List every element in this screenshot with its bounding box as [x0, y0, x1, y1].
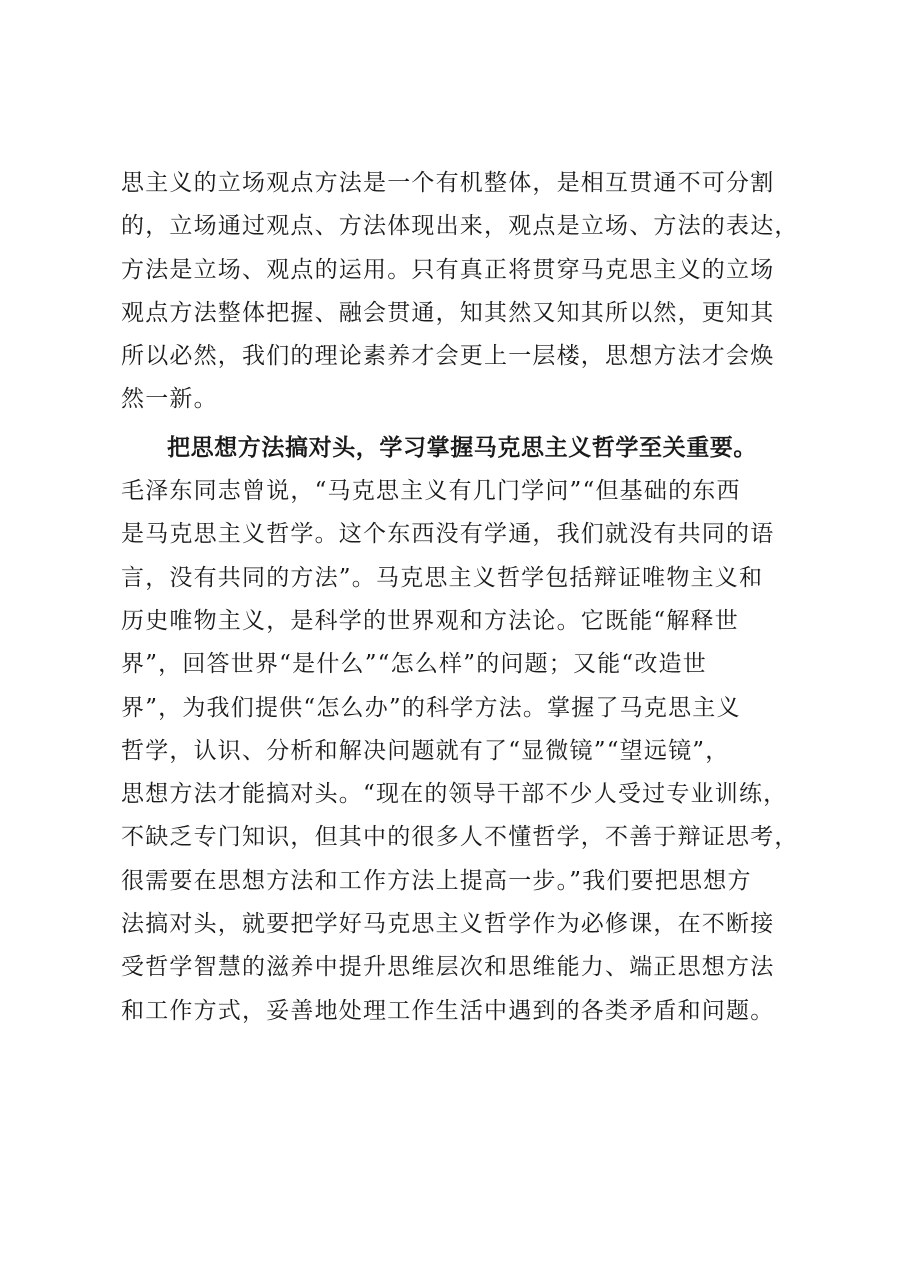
text-line: 界”，回答世界“是什么”“怎么样”的问题；又能“改造世: [121, 651, 707, 678]
text-line: 是马克思主义哲学。这个东西没有学通，我们就没有共同的语: [121, 521, 775, 548]
text-line: 界”，为我们提供“怎么办”的科学方法。掌握了马克思主义: [121, 694, 741, 721]
text-line: 所以必然，我们的理论素养才会更上一层楼，思想方法才会焕: [121, 343, 775, 370]
text-line: 思想方法才能搞对头。“现在的领导干部不少人受过专业训练，: [121, 781, 788, 808]
body-text: [121, 162, 799, 1033]
text-line: 哲学，认识、分析和解决问题就有了“显微镜”“望远镜”，: [121, 737, 730, 764]
paragraph-1: [121, 162, 799, 422]
text-line: 思主义的立场观点方法是一个有机整体，是相互贯通不可分割: [121, 170, 775, 196]
text-line: 观点方法整体把握、融会贯通，知其然又知其所以然，更知其: [121, 299, 775, 326]
text-line: 和工作方式，妥善地处理工作生活中遇到的各类矛盾和问题。: [121, 997, 775, 1024]
text-line: 不缺乏专门知识，但其中的很多人不懂哲学，不善于辩证思考，: [121, 824, 799, 851]
text-line: 受哲学智慧的滋养中提升思维层次和思维能力、端正思想方法: [121, 954, 775, 981]
text-line: 然一新。: [121, 386, 218, 413]
text-line: 毛泽东同志曾说，“马克思主义有几门学问”“但基础的东西: [121, 478, 741, 505]
paragraph-2: [121, 427, 799, 1033]
text-line: 方法是立场、观点的运用。只有真正将贯穿马克思主义的立场: [121, 256, 775, 283]
text-line: 言，没有共同的方法”。马克思主义哲学包括辩证唯物主义和: [121, 564, 764, 591]
text-line: 历史唯物主义，是科学的世界观和方法论。它既能“解释世: [121, 607, 739, 634]
text-line: 的，立场通过观点、方法体现出来，观点是立场、方法的表达，: [121, 213, 799, 240]
text-line: 法搞对头，就要把学好马克思主义哲学作为必修课，在不断接: [121, 911, 775, 938]
text-line: 很需要在思想方法和工作方法上提高一步。”我们要把思想方: [121, 867, 752, 894]
paragraph-heading: 把思想方法搞对头，学习掌握马克思主义哲学至关重要。: [167, 434, 757, 461]
